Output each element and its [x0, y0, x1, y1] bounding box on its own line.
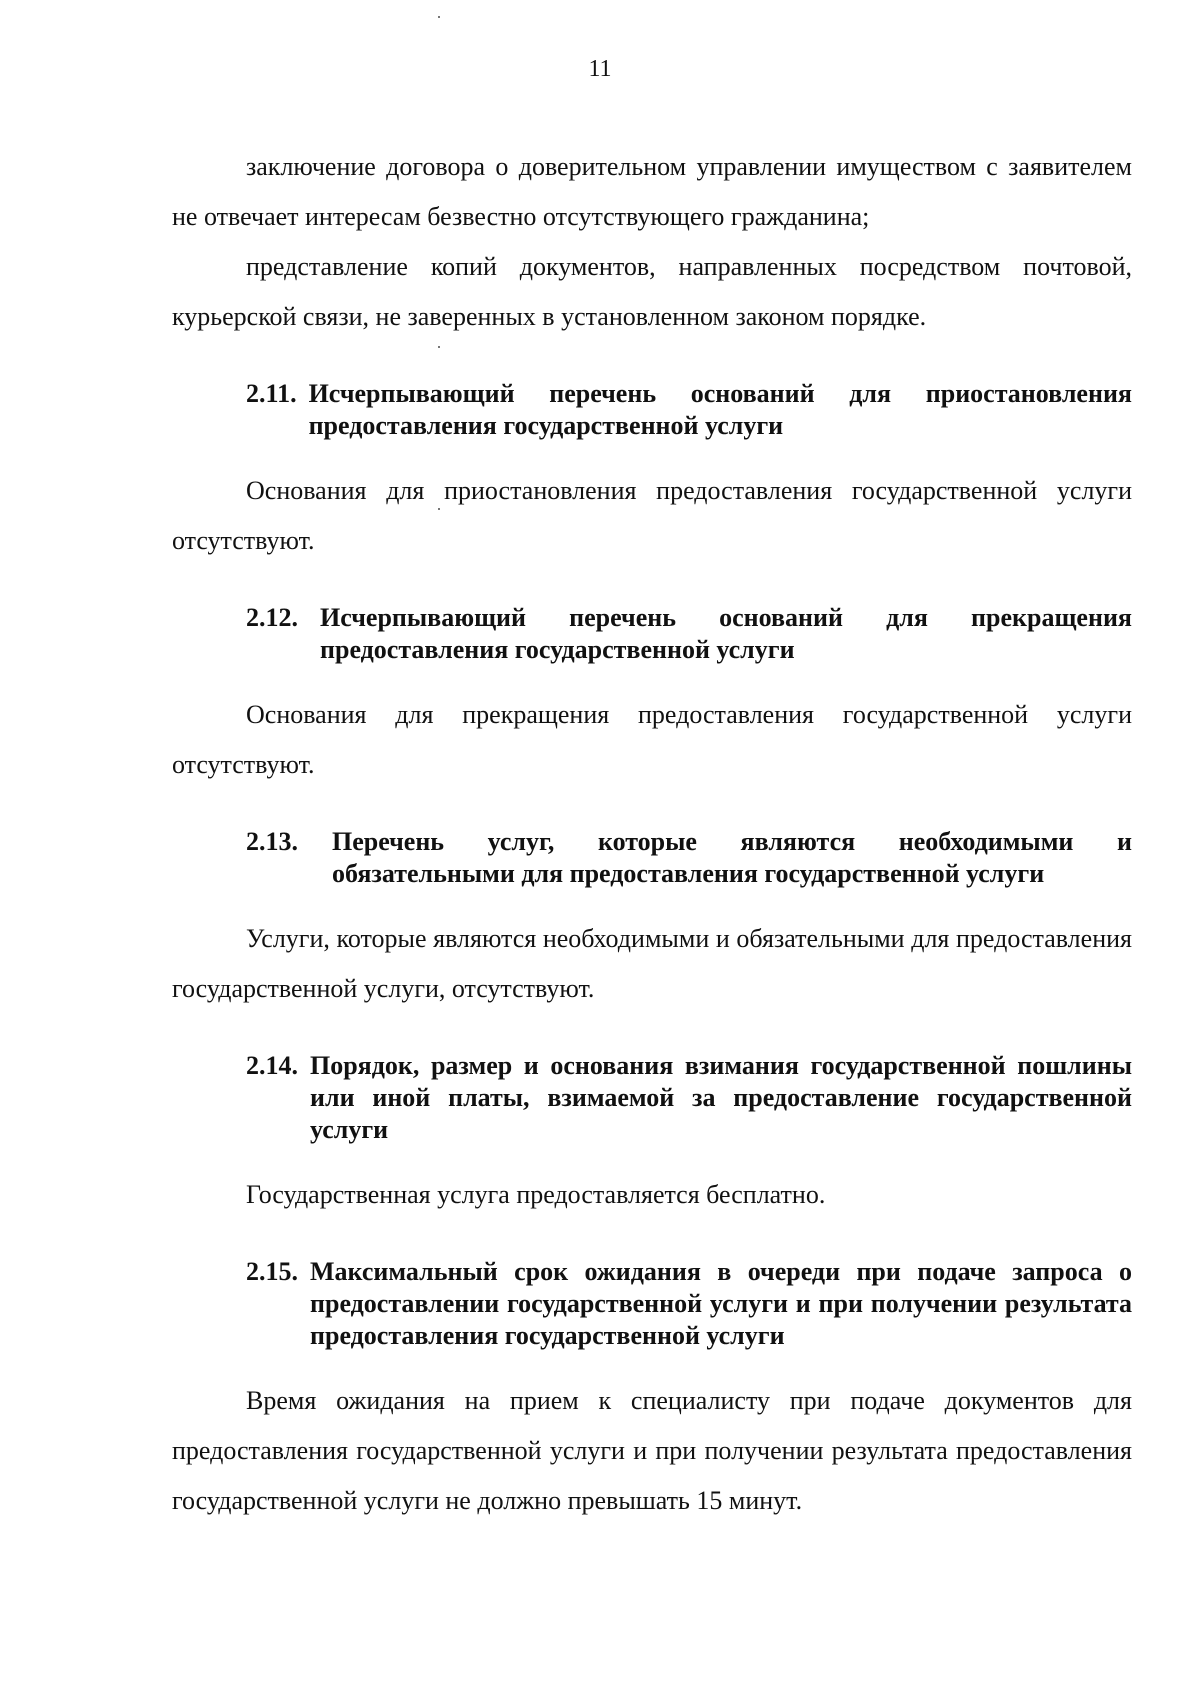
- section-text-2-15: Время ожидания на прием к специалисту при подаче документов для предоставления государственной услуги и при получении результата предоставления государственной услуги не должно превышать 15 минут.: [172, 1386, 1132, 1515]
- section-number: 2.13.: [246, 827, 298, 856]
- section-title: Исчерпывающий перечень оснований для прекращения предоставления государственной услуги: [320, 603, 1132, 664]
- section-text-2-12: Основания для прекращения предоставления государственной услуги отсутствуют.: [172, 700, 1132, 779]
- section-heading-2-15: [172, 1256, 1132, 1352]
- section-heading-2-14: [172, 1050, 1132, 1146]
- section-text-2-11: Основания для приостановления предоставления государственной услуги отсутствуют.: [172, 476, 1132, 555]
- section-title: Максимальный срок ожидания в очереди при подаче запроса о предоставлении государственной услуги и при получении результата предоставления государственной услуги: [310, 1257, 1132, 1350]
- section-text-2-13: Услуги, которые являются необходимыми и обязательными для предоставления государственной услуги, отсутствуют.: [172, 924, 1132, 1003]
- page-number: 11: [588, 56, 612, 82]
- section-number: 2.15.: [246, 1257, 298, 1286]
- section-title: Перечень услуг, которые являются необходимыми и обязательными для предоставления государственной услуги: [332, 827, 1132, 888]
- intro-paragraph-2: представление копий документов, направленных посредством почтовой, курьерской связи, не заверенных в установленном законом порядке.: [172, 252, 1132, 331]
- intro-paragraph-1: заключение договора о доверительном управлении имуществом с заявителем не отвечает интересам безвестно отсутствующего гражданина;: [172, 152, 1132, 231]
- section-text-2-14: Государственная услуга предоставляется бесплатно.: [246, 1180, 826, 1209]
- section-number: 2.14.: [246, 1051, 298, 1080]
- section-heading-2-12: [172, 602, 1132, 666]
- document-body: [172, 142, 1132, 1526]
- scan-speck: [438, 16, 440, 18]
- section-heading-2-11: [172, 378, 1132, 442]
- section-title: Порядок, размер и основания взимания государственной пошлины или иной платы, взимаемой за предоставление государственной услуги: [310, 1051, 1132, 1144]
- section-title: Исчерпывающий перечень оснований для приостановления предоставления государственной услуги: [308, 379, 1132, 440]
- section-heading-2-13: [172, 826, 1132, 890]
- section-number: 2.11.: [246, 379, 297, 408]
- section-number: 2.12.: [246, 603, 298, 632]
